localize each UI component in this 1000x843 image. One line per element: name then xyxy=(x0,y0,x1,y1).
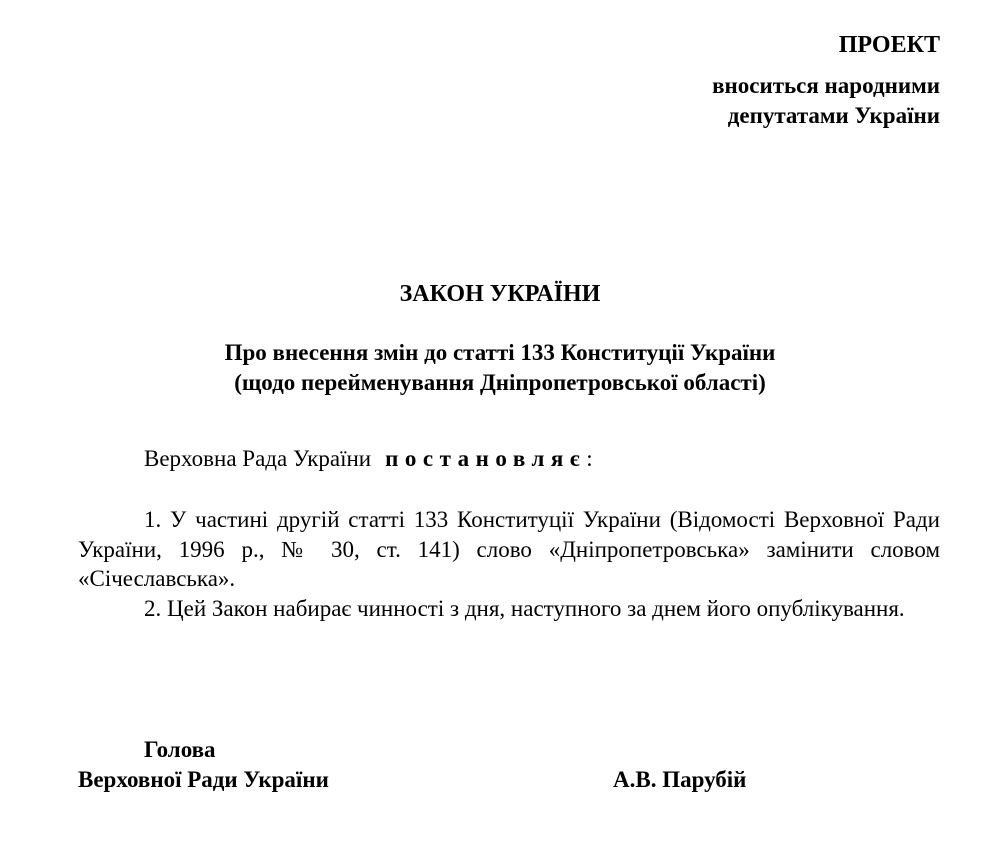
preamble xyxy=(78,444,940,474)
signature-role-line-2: Верховної Ради України xyxy=(78,767,329,792)
law-subtitle-line-2: (щодо перейменування Дніпропетровської області) xyxy=(234,370,766,395)
preamble-verb: постановляє xyxy=(385,446,587,471)
submitted-by xyxy=(712,71,940,131)
signature-role-line-1: Голова xyxy=(144,737,216,762)
article-item-2: 2. Цей Закон набирає чинності з дня, наступного за днем його опублікування. xyxy=(144,595,905,621)
preamble-colon: : xyxy=(586,446,593,471)
signature-row xyxy=(78,765,940,795)
article-item-1: 1. У частині другій статті 133 Конституції України (Відомості Верховної Ради України, 1996 р., № 30, ст. 141) слово «Дніпропетровська» замінити словом «Січеславська». xyxy=(78,507,940,591)
signatory-name: А.В. Парубій xyxy=(613,767,747,792)
signature-block xyxy=(78,735,940,795)
law-title: ЗАКОН УКРАЇНИ xyxy=(399,281,601,307)
preamble-subject: Верховна Рада України xyxy=(144,446,372,471)
submitted-by-line-2: депутатами України xyxy=(727,103,940,128)
law-subtitle-line-1: Про внесення змін до статті 133 Конституції України xyxy=(224,340,776,365)
draft-stamp: ПРОЕКТ xyxy=(838,32,940,58)
law-articles xyxy=(78,505,940,623)
submitted-by-line-1: вноситься народними xyxy=(712,73,940,98)
law-subtitle xyxy=(0,338,1000,398)
